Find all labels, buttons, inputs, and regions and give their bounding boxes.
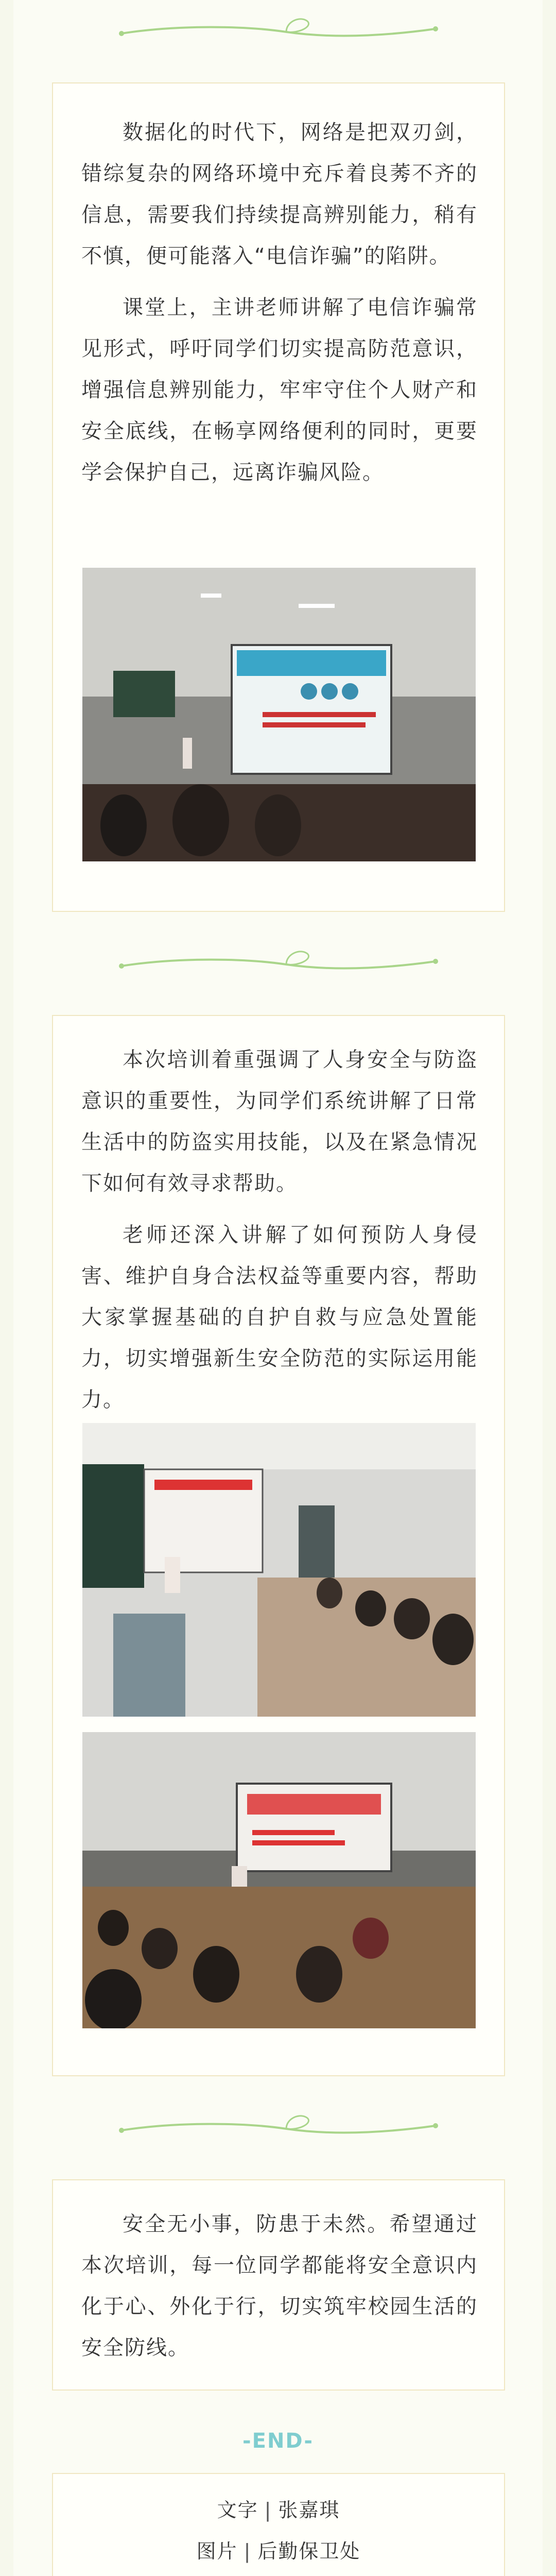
paragraph: 本次培训着重强调了人身安全与防盗意识的重要性，为同学们系统讲解了日常生活中的防盗实用技能，以及在紧急情况下如何有效寻求帮助。	[81, 1048, 478, 1195]
credit-line	[53, 2572, 504, 2576]
vine-divider-icon	[116, 10, 441, 46]
paragraph: 数据化的时代下，网络是把双刃剑，错综复杂的网络环境中充斥着良莠不齐的信息，需要我们持续提高辨别能力，稍有不慎，便可能落入“电信诈骗”的陷阱。	[81, 121, 478, 268]
content-card-telecom-fraud	[52, 82, 505, 912]
vine-divider-icon	[116, 943, 441, 979]
end-label: -END-	[242, 2429, 314, 2453]
text-block	[81, 2204, 478, 2368]
credit-name: 张嘉琪	[278, 2499, 340, 2521]
lecture-photo-2	[82, 1423, 476, 1717]
credit-line	[53, 2531, 504, 2572]
lecture-photo-3	[82, 1732, 476, 2028]
credits-card	[52, 2473, 505, 2576]
paragraph: 老师还深入讲解了如何预防人身侵害、维护自身合法权益等重要内容，帮助大家掌握基础的自护自救与应急处置能力，切实增强新生安全防范的实际运用能力。	[81, 1223, 478, 1412]
content-card-conclusion	[52, 2179, 505, 2391]
text-block	[81, 1039, 478, 1420]
vine-divider-icon	[116, 2107, 441, 2143]
credit-role: 图片	[196, 2540, 238, 2563]
credit-separator: |	[264, 2499, 272, 2521]
lecture-photo-1	[82, 568, 476, 861]
paragraph: 安全无小事，防患于未然。希望通过本次培训，每一位同学都能将安全意识内化于心、外化于行，切实筑牢校园生活的安全防线。	[81, 2212, 478, 2360]
credit-role: 文字	[217, 2499, 258, 2521]
paragraph: 课堂上，主讲老师讲解了电信诈骗常见形式，呼吁同学们切实提高防范意识，增强信息辨别能力，牢牢守住个人财产和安全底线，在畅享网络便利的同时，更要学会保护自己，远离诈骗风险。	[81, 296, 478, 484]
text-block	[81, 112, 478, 493]
credit-line	[53, 2489, 504, 2531]
content-card-personal-safety	[52, 1015, 505, 2076]
credit-separator: |	[244, 2540, 252, 2563]
credits-list	[53, 2474, 504, 2576]
credit-name: 后勤保卫处	[257, 2540, 361, 2563]
article-page	[13, 0, 543, 2576]
